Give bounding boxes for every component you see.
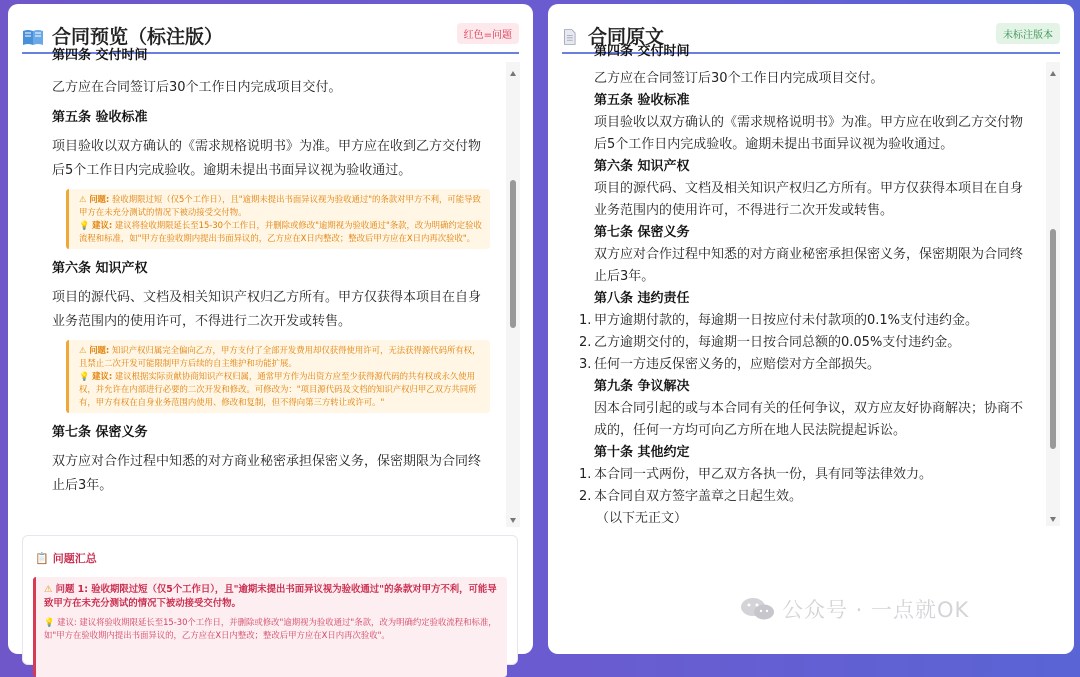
clause-text: 双方应对合作过程中知悉的对方商业秘密承担保密义务，保密期限为合同终止后3年。 <box>594 247 1024 284</box>
clause-text: 项目的源代码、文档及相关知识产权归乙方所有。甲方仅获得本项目在自身业务范围内的使用许可，不得进行二次开发或转售。 <box>594 181 1024 218</box>
scroll-down-icon[interactable] <box>1050 517 1056 522</box>
version-badge: 未标注版本 <box>996 23 1060 44</box>
clause-heading: 第十条 其他约定 <box>594 445 690 460</box>
annotated-document[interactable] <box>22 48 520 527</box>
clause-heading: 第八条 违约责任 <box>594 291 690 306</box>
clause-text: 项目验收以双方确认的《需求规格说明书》为准。甲方应在收到乙方交付物后5个工作日内完成验收。逾期未提出书面异议视为验收通过。 <box>594 115 1024 152</box>
scrollbar[interactable] <box>506 62 520 527</box>
clause-heading: 第四条 交付时间 <box>52 48 148 63</box>
annotated-preview-panel <box>8 4 533 654</box>
list-item: 1. 甲方逾期付款的，每逾期一日按应付未付款项的0.1%支付违约金。 <box>579 313 979 328</box>
other-terms-list <box>579 464 1030 508</box>
summary-issue-card: ⚠ 问题 1: 验收期限过短（仅5个工作日），且"逾期未提出书面异议视为验收通过"的条款对甲方不利，可能导致甲方在未充分测试的情况下被动接受交付物。 💡 建议: 建议将验收期限延长至15-30个工作日，并删除或修改"逾期视为验收通过"条款，改为明确约定验收流程和标准，如"甲方在验收期内提出书面异议的，乙方应在X日内整改；整改后甲方应在X日内再次验收"。 <box>33 577 507 677</box>
clause-text: 项目的源代码、文档及相关知识产权归乙方所有。甲方仅获得本项目在自身业务范围内的使用许可，不得进行二次开发或转售。 <box>52 290 482 329</box>
clause-text: 双方应对合作过程中知悉的对方商业秘密承担保密义务，保密期限为合同终止后3年。 <box>52 454 482 493</box>
scroll-down-icon[interactable] <box>510 518 516 523</box>
clause-heading: 第五条 验收标准 <box>594 93 690 108</box>
clause-text: 乙方应在合同签订后30个工作日内完成项目交付。 <box>594 71 884 86</box>
warning-icon: ⚠ <box>44 584 53 595</box>
issue-annotation: ⚠ 问题: 知识产权归属完全偏向乙方，甲方支付了全部开发费用却仅获得使用许可，无法获得源代码所有权，且禁止二次开发可能限制甲方后续的自主维护和功能扩展。 💡 建议: 建议根据实际贡献协商知识产权归属，通常甲方作为出资方应至少获得源代码的共有权或永久使用权，并允许在内部进行必要的二次开发和修改。可修改为："项目源代码及文档的知识产权归甲乙双方共同所有，甲方有权在自身业务范围内使用、修改和复制，但不得向第三方转让或许可。" <box>66 340 490 413</box>
original-document-panel <box>548 4 1074 654</box>
panel-title: 合同预览（标注版） <box>22 22 223 49</box>
panel-title: 合同原文 <box>562 22 664 49</box>
clause-heading: 第九条 争议解决 <box>594 379 690 394</box>
clause-heading: 第七条 保密义务 <box>52 425 148 440</box>
clause-heading: 第六条 知识产权 <box>52 261 148 276</box>
clause-heading: 第四条 交付时间 <box>594 44 690 59</box>
lightbulb-icon: 💡 <box>79 220 90 230</box>
scroll-thumb[interactable] <box>1050 229 1056 449</box>
clause-heading: 第五条 验收标准 <box>52 110 148 125</box>
warning-icon: ⚠ <box>79 194 87 204</box>
list-item: 1. 本合同一式两份，甲乙双方各执一份，具有同等法律效力。 <box>579 467 933 482</box>
lightbulb-icon: 💡 <box>44 617 55 627</box>
list-item: 3. 任何一方违反保密义务的，应赔偿对方全部损失。 <box>579 357 881 372</box>
clause-heading: 第七条 保密义务 <box>594 225 690 240</box>
warning-icon: ⚠ <box>79 345 87 355</box>
scroll-up-icon[interactable] <box>510 71 516 76</box>
book-icon <box>22 28 44 46</box>
end-note: （以下无正文） <box>596 511 688 526</box>
legend-badge: 红色=问题 <box>457 23 519 44</box>
scroll-up-icon[interactable] <box>1050 71 1056 76</box>
document-icon <box>562 28 580 46</box>
scroll-thumb[interactable] <box>510 180 516 328</box>
clause-text: 项目验收以双方确认的《需求规格说明书》为准。甲方应在收到乙方交付物后5个工作日内完成验收。逾期未提出书面异议视为验收通过。 <box>52 139 482 178</box>
issue-summary <box>22 535 518 665</box>
original-document[interactable] <box>562 44 1060 526</box>
list-item: 2. 乙方逾期交付的，每逾期一日按合同总额的0.05%支付违约金。 <box>579 335 961 350</box>
wechat-icon <box>740 597 776 621</box>
issue-annotation: ⚠ 问题: 验收期限过短（仅5个工作日），且"逾期未提出书面异议视为验收通过"的条款对甲方不利，可能导致甲方在未充分测试的情况下被动接受交付物。 💡 建议: 建议将验收期限延长至15-30个工作日，并删除或修改"逾期视为验收通过"条款，改为明确约定验收流程和标准，如"甲方在验收期内提出书面异议的，乙方应在X日内整改；整改后甲方应在X日内再次验收"。 <box>66 189 490 249</box>
clause-text: 乙方应在合同签订后30个工作日内完成项目交付。 <box>52 80 342 95</box>
clipboard-icon: 📋 <box>35 552 49 565</box>
scrollbar[interactable] <box>1046 62 1060 526</box>
penalty-list <box>579 310 1030 376</box>
lightbulb-icon: 💡 <box>79 371 90 381</box>
summary-title: 📋 问题汇总 <box>35 552 97 565</box>
watermark: 公众号 · 一点就OK <box>740 594 969 624</box>
clause-heading: 第六条 知识产权 <box>594 159 690 174</box>
clause-text: 因本合同引起的或与本合同有关的任何争议，双方应友好协商解决；协商不成的，任何一方均可向乙方所在地人民法院提起诉讼。 <box>594 401 1024 438</box>
list-item: 2. 本合同自双方签字盖章之日起生效。 <box>579 489 803 504</box>
